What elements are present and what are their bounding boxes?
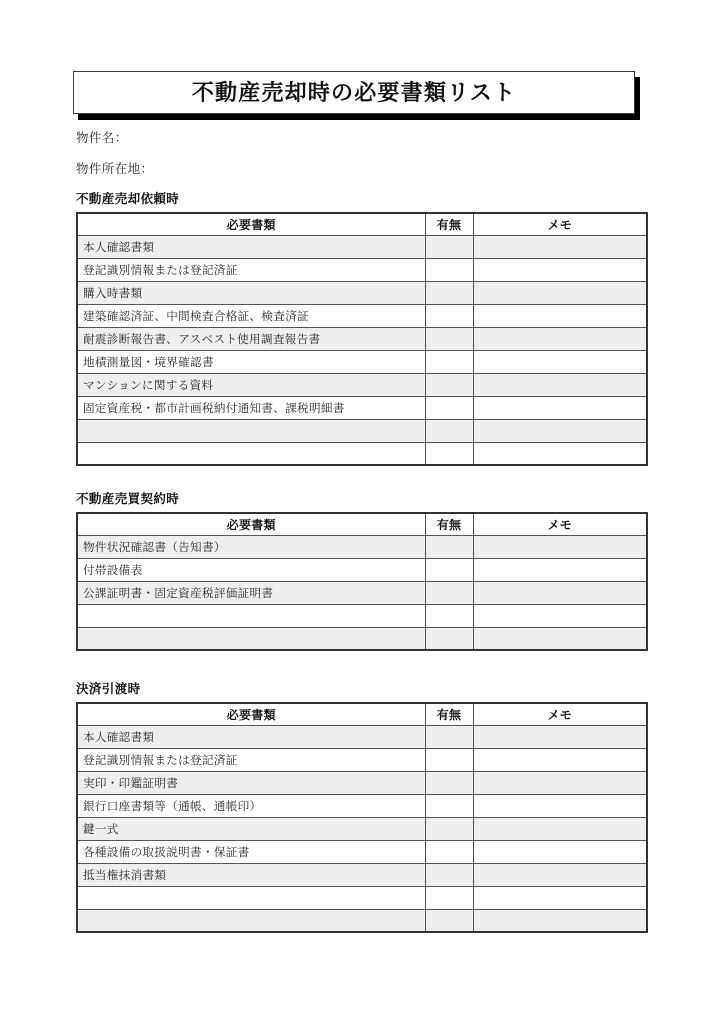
table-row bbox=[77, 627, 647, 650]
cell-availability[interactable] bbox=[425, 863, 473, 886]
cell-document-name: 本人確認書類 bbox=[77, 725, 425, 748]
cell-document-name: 実印・印鑑証明書 bbox=[77, 771, 425, 794]
column-header-document: 必要書類 bbox=[77, 513, 425, 535]
column-header-document: 必要書類 bbox=[77, 213, 425, 235]
cell-memo[interactable] bbox=[473, 863, 647, 886]
cell-memo[interactable] bbox=[473, 373, 647, 396]
cell-memo[interactable] bbox=[473, 327, 647, 350]
table-row bbox=[77, 581, 647, 604]
cell-document-name: 物件状況確認書（告知書） bbox=[77, 535, 425, 558]
cell-document-name: 銀行口座書類等（通帳、通帳印） bbox=[77, 794, 425, 817]
cell-availability[interactable] bbox=[425, 725, 473, 748]
column-header-availability: 有無 bbox=[425, 213, 473, 235]
table-row bbox=[77, 258, 647, 281]
table-body bbox=[77, 725, 647, 932]
cell-document-name: 耐震診断報告書、アスベスト使用調査報告書 bbox=[77, 327, 425, 350]
table-body bbox=[77, 235, 647, 465]
cell-memo[interactable] bbox=[473, 281, 647, 304]
cell-document-name: 登記識別情報または登記済証 bbox=[77, 258, 425, 281]
cell-document-name: 固定資産税・都市計画税納付通知書、課税明細書 bbox=[77, 396, 425, 419]
table-row bbox=[77, 373, 647, 396]
cell-availability[interactable] bbox=[425, 235, 473, 258]
table-row bbox=[77, 863, 647, 886]
table-row bbox=[77, 604, 647, 627]
cell-memo[interactable] bbox=[473, 909, 647, 932]
table-row bbox=[77, 304, 647, 327]
cell-availability[interactable] bbox=[425, 442, 473, 465]
page-title: 不動産売却時の必要書類リスト bbox=[191, 79, 517, 105]
title-box bbox=[73, 71, 635, 114]
table-row bbox=[77, 419, 647, 442]
cell-memo[interactable] bbox=[473, 235, 647, 258]
cell-availability[interactable] bbox=[425, 281, 473, 304]
cell-availability[interactable] bbox=[425, 886, 473, 909]
table-row bbox=[77, 327, 647, 350]
cell-document-name: マンションに関する資料 bbox=[77, 373, 425, 396]
table-row bbox=[77, 350, 647, 373]
cell-memo[interactable] bbox=[473, 304, 647, 327]
cell-document-name: 公課証明書・固定資産税評価証明書 bbox=[77, 581, 425, 604]
documents-table bbox=[76, 512, 648, 651]
cell-availability[interactable] bbox=[425, 396, 473, 419]
cell-availability[interactable] bbox=[425, 327, 473, 350]
cell-availability[interactable] bbox=[425, 840, 473, 863]
table-row bbox=[77, 840, 647, 863]
table-row bbox=[77, 442, 647, 465]
column-header-availability: 有無 bbox=[425, 703, 473, 725]
cell-availability[interactable] bbox=[425, 748, 473, 771]
section-heading: 決済引渡時 bbox=[76, 682, 141, 696]
cell-memo[interactable] bbox=[473, 396, 647, 419]
cell-memo[interactable] bbox=[473, 748, 647, 771]
table-row bbox=[77, 909, 647, 932]
cell-memo[interactable] bbox=[473, 581, 647, 604]
cell-availability[interactable] bbox=[425, 350, 473, 373]
cell-document-name: 登記識別情報または登記済証 bbox=[77, 748, 425, 771]
cell-memo[interactable] bbox=[473, 604, 647, 627]
cell-document-name bbox=[77, 627, 425, 650]
table-header-row bbox=[77, 703, 647, 725]
table-row bbox=[77, 535, 647, 558]
cell-memo[interactable] bbox=[473, 627, 647, 650]
cell-availability[interactable] bbox=[425, 909, 473, 932]
section-heading: 不動産売買契約時 bbox=[76, 492, 180, 506]
table-row bbox=[77, 396, 647, 419]
section-heading: 不動産売却依頼時 bbox=[76, 192, 180, 206]
table-row bbox=[77, 558, 647, 581]
cell-document-name: 各種設備の取扱説明書・保証書 bbox=[77, 840, 425, 863]
cell-availability[interactable] bbox=[425, 627, 473, 650]
cell-memo[interactable] bbox=[473, 840, 647, 863]
table-row bbox=[77, 817, 647, 840]
table-row bbox=[77, 235, 647, 258]
documents-table bbox=[76, 212, 648, 466]
cell-availability[interactable] bbox=[425, 558, 473, 581]
cell-memo[interactable] bbox=[473, 535, 647, 558]
cell-memo[interactable] bbox=[473, 350, 647, 373]
cell-availability[interactable] bbox=[425, 535, 473, 558]
column-header-memo: メモ bbox=[473, 513, 647, 535]
cell-document-name: 建築確認済証、中間検査合格証、検査済証 bbox=[77, 304, 425, 327]
documents-table bbox=[76, 702, 648, 933]
cell-availability[interactable] bbox=[425, 604, 473, 627]
table-row bbox=[77, 794, 647, 817]
table-header-row bbox=[77, 513, 647, 535]
column-header-document: 必要書類 bbox=[77, 703, 425, 725]
cell-availability[interactable] bbox=[425, 258, 473, 281]
document-title-banner bbox=[73, 71, 635, 114]
table-row bbox=[77, 281, 647, 304]
table-body bbox=[77, 535, 647, 650]
cell-memo[interactable] bbox=[473, 817, 647, 840]
table-row bbox=[77, 886, 647, 909]
cell-document-name: 本人確認書類 bbox=[77, 235, 425, 258]
cell-availability[interactable] bbox=[425, 771, 473, 794]
section-purchase-contract bbox=[76, 489, 646, 651]
cell-availability[interactable] bbox=[425, 373, 473, 396]
cell-availability[interactable] bbox=[425, 581, 473, 604]
table-row bbox=[77, 771, 647, 794]
cell-availability[interactable] bbox=[425, 794, 473, 817]
field-property-name: 物件名： bbox=[76, 131, 128, 145]
cell-document-name: 付帯設備表 bbox=[77, 558, 425, 581]
cell-memo[interactable] bbox=[473, 725, 647, 748]
cell-document-name bbox=[77, 909, 425, 932]
field-property-address: 物件所在地： bbox=[76, 162, 154, 176]
cell-memo[interactable] bbox=[473, 558, 647, 581]
cell-document-name bbox=[77, 886, 425, 909]
cell-availability[interactable] bbox=[425, 419, 473, 442]
cell-memo[interactable] bbox=[473, 258, 647, 281]
cell-document-name bbox=[77, 419, 425, 442]
table-row bbox=[77, 748, 647, 771]
cell-document-name bbox=[77, 442, 425, 465]
cell-document-name: 抵当権抹消書類 bbox=[77, 863, 425, 886]
cell-memo[interactable] bbox=[473, 794, 647, 817]
table-header-row bbox=[77, 213, 647, 235]
cell-availability[interactable] bbox=[425, 304, 473, 327]
cell-document-name: 鍵一式 bbox=[77, 817, 425, 840]
cell-document-name: 地積測量図・境界確認書 bbox=[77, 350, 425, 373]
cell-document-name bbox=[77, 604, 425, 627]
section-settlement-handover bbox=[76, 679, 646, 933]
cell-memo[interactable] bbox=[473, 419, 647, 442]
cell-memo[interactable] bbox=[473, 442, 647, 465]
cell-memo[interactable] bbox=[473, 886, 647, 909]
cell-document-name: 購入時書類 bbox=[77, 281, 425, 304]
column-header-memo: メモ bbox=[473, 213, 647, 235]
column-header-memo: メモ bbox=[473, 703, 647, 725]
cell-memo[interactable] bbox=[473, 771, 647, 794]
column-header-availability: 有無 bbox=[425, 513, 473, 535]
table-row bbox=[77, 725, 647, 748]
cell-availability[interactable] bbox=[425, 817, 473, 840]
section-sale-request bbox=[76, 189, 646, 466]
